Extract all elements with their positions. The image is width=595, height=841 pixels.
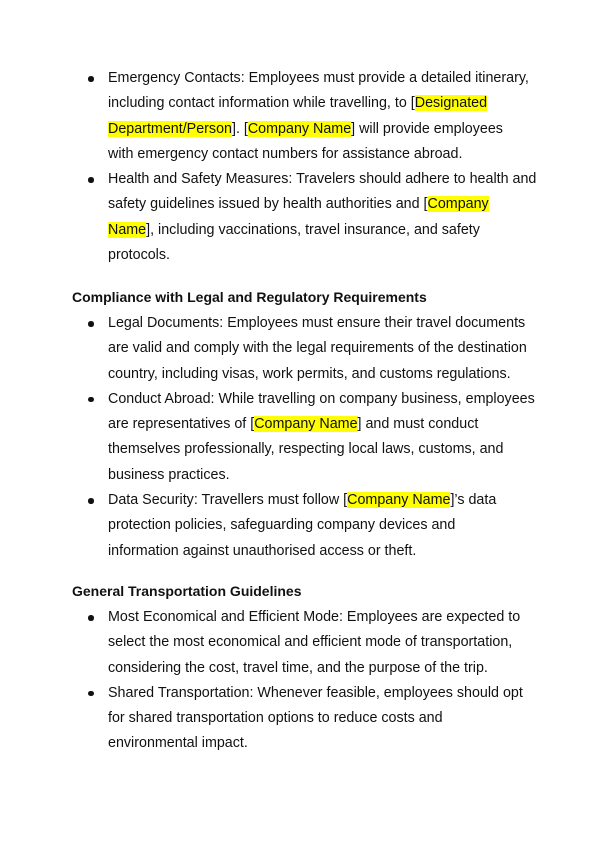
text-segment: protocols. — [108, 247, 170, 264]
text-segment: Data Security: Travellers must follow [ — [108, 492, 348, 509]
text-segment: ] and must conduct — [357, 416, 479, 433]
list-item-text — [108, 311, 528, 387]
text-line — [108, 336, 528, 361]
text-line — [108, 243, 528, 268]
text-line — [108, 731, 528, 756]
text-segment: environmental impact. — [108, 735, 248, 752]
text-segment: Emergency Contacts: Employees must provide a detailed itinerary, — [108, 70, 529, 86]
text-line — [108, 656, 528, 681]
placeholder-highlight: Department/Person — [108, 120, 232, 137]
bullet-icon — [88, 321, 94, 327]
text-segment: ] will provide employees — [351, 120, 503, 137]
bullet-icon — [88, 498, 94, 504]
text-line — [108, 513, 528, 538]
text-line — [108, 311, 528, 336]
text-segment: themselves professionally, respecting local laws, customs, and — [108, 441, 504, 458]
bullet-icon — [88, 615, 94, 621]
text-line — [108, 437, 528, 462]
list-item-text — [108, 605, 528, 681]
text-segment: Conduct Abroad: While travelling on company business, employees — [108, 390, 535, 407]
text-segment: Shared Transportation: Whenever feasible, employees should opt — [108, 684, 523, 701]
text-segment: considering the cost, travel time, and the purpose of the trip. — [108, 659, 488, 676]
text-segment: protection policies, safeguarding company devices and — [108, 517, 456, 534]
text-line — [108, 362, 528, 387]
text-segment: are representatives of [ — [108, 416, 255, 433]
placeholder-highlight: Company Name — [347, 492, 451, 509]
placeholder-highlight: Company Name — [254, 416, 358, 433]
text-segment: Health and Safety Measures: Travelers should adhere to health and — [108, 171, 537, 188]
bullet-icon — [88, 177, 94, 183]
text-segment: safety guidelines issued by health authorities and [ — [108, 196, 428, 213]
text-segment: ]’s data — [450, 492, 497, 509]
bullet-icon — [88, 691, 94, 697]
list-item-text — [108, 387, 535, 488]
text-segment: country, including visas, work permits, and customs regulations. — [108, 365, 511, 382]
text-line — [108, 91, 528, 116]
text-segment: ], including vaccinations, travel insurance, and safety — [146, 221, 480, 238]
list-item-text — [108, 66, 528, 167]
text-segment: ]. [ — [231, 120, 248, 137]
text-segment: for shared transportation options to reduce costs and — [108, 710, 443, 727]
text-line — [108, 488, 528, 513]
text-segment: Most Economical and Efficient Mode: Employees are expected to — [108, 609, 521, 625]
text-segment: Legal Documents: Employees must ensure their travel documents — [108, 315, 526, 331]
text-line — [108, 539, 528, 564]
placeholder-highlight: Designated — [414, 95, 488, 112]
text-line — [108, 412, 528, 437]
text-segment: select the most economical and efficient mode of transportation, — [108, 634, 513, 651]
section-heading: Compliance with Legal and Regulatory Requirements — [72, 289, 427, 305]
text-line — [108, 630, 528, 655]
section-heading: General Transportation Guidelines — [72, 583, 302, 599]
text-segment: business practices. — [108, 466, 230, 483]
text-line — [108, 681, 528, 706]
text-line — [108, 167, 537, 192]
placeholder-highlight: Company — [427, 196, 489, 213]
text-line — [108, 142, 528, 167]
text-line — [108, 706, 528, 731]
text-line — [108, 463, 528, 488]
placeholder-highlight: Name — [108, 221, 147, 238]
text-line — [108, 218, 528, 243]
text-segment: with emergency contact numbers for assistance abroad. — [108, 145, 463, 162]
list-item-text — [108, 167, 537, 268]
text-line — [108, 192, 528, 217]
text-segment: including contact information while travelling, to [ — [108, 95, 415, 112]
bullet-icon — [88, 397, 94, 403]
text-line — [108, 66, 528, 91]
text-line — [108, 387, 535, 412]
text-line — [108, 117, 528, 142]
text-segment: information against unauthorised access or theft. — [108, 542, 417, 559]
text-line — [108, 605, 528, 630]
bullet-icon — [88, 76, 94, 82]
text-segment: are valid and comply with the legal requirements of the destination — [108, 340, 527, 357]
list-item-text — [108, 681, 528, 757]
list-item-text — [108, 488, 528, 564]
placeholder-highlight: Company Name — [247, 120, 352, 137]
